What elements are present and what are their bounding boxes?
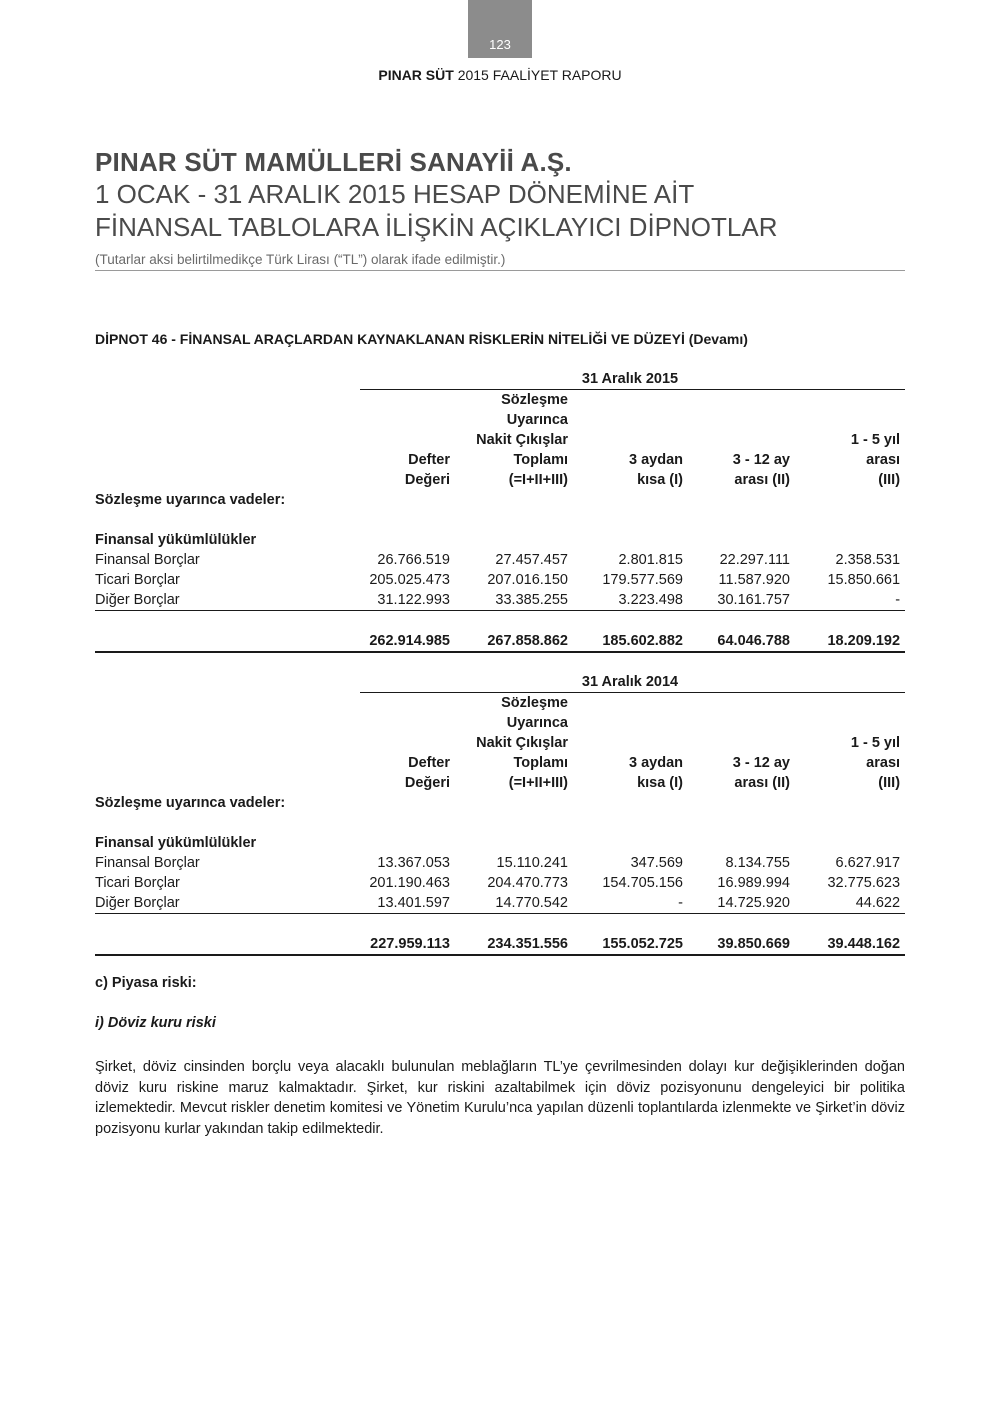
page-number-tab — [468, 0, 532, 58]
column-header-3-12-months — [688, 713, 795, 733]
cell-1-5-years: 44.622 — [795, 893, 905, 914]
spacer-row — [95, 914, 905, 935]
column-header-carrying-value — [360, 733, 455, 753]
table-row — [95, 550, 905, 570]
total-under-3-months: 155.052.725 — [573, 934, 688, 955]
column-header-carrying-value: Defter — [408, 755, 450, 771]
spacer-row — [95, 510, 905, 530]
cell-contract-outflows: 204.470.773 — [487, 875, 568, 891]
cell-carrying-value: 201.190.463 — [369, 875, 450, 891]
column-header-contract-outflows: Sözleşme — [501, 392, 568, 408]
column-header-contract-outflows: Uyarınca — [506, 715, 568, 731]
company-title: PINAR SÜT MAMÜLLERİ SANAYİİ A.Ş. — [95, 147, 572, 177]
cell-1-5-years: 15.850.661 — [827, 572, 901, 588]
column-header-under-3-months — [573, 733, 688, 753]
column-header-1-5-years — [795, 410, 905, 430]
group-label: Finansal yükümlülükler — [95, 835, 257, 851]
cell-under-3-months: 2.801.815 — [618, 552, 683, 568]
column-headers — [95, 390, 905, 491]
page-number: 123 — [489, 37, 511, 52]
row-name: Diğer Borçlar — [95, 893, 360, 914]
header-line — [95, 410, 905, 430]
column-header-contract-outflows: Nakit Çıkışlar — [476, 735, 568, 751]
total-contract-outflows: 234.351.556 — [455, 934, 573, 955]
cell-3-12-months: 22.297.111 — [719, 552, 790, 568]
cell-carrying-value: 13.367.053 — [377, 855, 450, 871]
column-header-under-3-months — [573, 410, 688, 430]
spacer-row — [95, 813, 905, 833]
column-header-3-12-months: 3 - 12 ay — [732, 755, 790, 771]
period-row — [95, 369, 905, 390]
cell-1-5-years: - — [795, 590, 905, 611]
cell-1-5-years: 32.775.623 — [827, 875, 901, 891]
row-name: Diğer Borçlar — [95, 590, 360, 611]
period-label: 31 Aralık 2014 — [360, 672, 905, 693]
column-header-contract-outflows: (=I+II+III) — [508, 472, 568, 488]
total-contract-outflows: 267.858.862 — [455, 631, 573, 652]
group-label-row — [95, 530, 905, 550]
data-rows — [95, 853, 905, 914]
title-block — [95, 146, 905, 271]
column-headers — [95, 693, 905, 794]
column-header-contract-outflows: (=I+II+III) — [508, 775, 568, 791]
column-header-carrying-value — [360, 693, 455, 714]
group-label-row — [95, 833, 905, 853]
column-header-3-12-months — [688, 410, 795, 430]
header-line — [95, 753, 905, 773]
cell-1-5-years: 2.358.531 — [835, 552, 901, 568]
header-line — [95, 390, 905, 411]
total-3-12-months: 64.046.788 — [688, 631, 795, 652]
column-header-1-5-years — [795, 693, 905, 714]
column-header-contract-outflows: Nakit Çıkışlar — [476, 432, 568, 448]
period-title: 1 OCAK - 31 ARALIK 2015 HESAP DÖNEMİNE AİT — [95, 179, 695, 209]
total-carrying-value: 227.959.113 — [360, 934, 455, 955]
column-header-under-3-months — [573, 390, 688, 411]
fx-risk-paragraph: Şirket, döviz cinsinden borçlu veya alacaklı bulunulan meblağların TL’ye çevrilmesinden dolayı kur değişiklerinden doğan döviz kuru riskine maruz kalmaktadır. Şirket, kur riskini azaltabilmek için döviz pozisyonunu dengeleyici bir politika izlemektedir. Mevcut riskler denetim komitesi ve Yönetim Kurulu’nca yapılan düzenli toplantılarda izlenmekte ve Şirket’in döviz pozisyonu kurlar yakından takip edilmektedir. — [95, 1059, 905, 1137]
cell-carrying-value: 26.766.519 — [377, 552, 450, 568]
row-label: Sözleşme uyarınca vadeler: — [95, 795, 286, 811]
cell-3-12-months: 8.134.755 — [725, 855, 790, 871]
cell-contract-outflows: 207.016.150 — [487, 572, 568, 588]
group-label: Finansal yükümlülükler — [95, 532, 257, 548]
table-row — [95, 873, 905, 893]
column-header-1-5-years: (III) — [878, 775, 901, 791]
table-row — [95, 570, 905, 590]
currency-subtitle: (Tutarlar aksi belirtilmedikçe Türk Lirası (“TL”) olarak ifade edilmiştir.) — [95, 252, 905, 271]
column-header-contract-outflows: Sözleşme — [501, 695, 568, 711]
cell-under-3-months: - — [573, 893, 688, 914]
period-row — [95, 672, 905, 693]
column-header-3-12-months — [688, 693, 795, 714]
column-header-1-5-years — [795, 713, 905, 733]
total-row — [95, 934, 905, 955]
column-header-1-5-years: 1 - 5 yıl — [850, 432, 901, 448]
cell-under-3-months: 179.577.569 — [602, 572, 683, 588]
cell-contract-outflows: 27.457.457 — [495, 552, 568, 568]
row-label: Sözleşme uyarınca vadeler: — [95, 492, 286, 508]
column-header-carrying-value: Defter — [408, 452, 450, 468]
column-header-under-3-months: kısa (I) — [637, 775, 683, 791]
total-1-5-years: 18.209.192 — [795, 631, 905, 652]
total-carrying-value: 262.914.985 — [360, 631, 455, 652]
total-under-3-months: 185.602.882 — [573, 631, 688, 652]
header-line — [95, 733, 905, 753]
column-header-1-5-years: 1 - 5 yıl — [850, 735, 901, 751]
header-line — [95, 773, 905, 793]
section-fx-risk: i) Döviz kuru riski — [95, 1015, 216, 1031]
column-header-1-5-years: arası — [866, 452, 901, 468]
table-row — [95, 893, 905, 914]
report-header — [0, 67, 1000, 83]
column-header-under-3-months — [573, 430, 688, 450]
column-header-carrying-value: Değeri — [404, 472, 450, 488]
cell-under-3-months: 347.569 — [630, 855, 683, 871]
cell-under-3-months: 154.705.156 — [602, 875, 683, 891]
row-name: Finansal Borçlar — [95, 552, 200, 568]
column-header-contract-outflows: Uyarınca — [506, 412, 568, 428]
report-header-rest: 2015 FAALİYET RAPORU — [453, 67, 622, 83]
column-header-3-12-months: arası (II) — [734, 472, 790, 488]
column-header-under-3-months — [573, 713, 688, 733]
cell-3-12-months: 16.989.994 — [717, 875, 790, 891]
row-name: Ticari Borçlar — [95, 572, 180, 588]
table-row — [95, 590, 905, 611]
column-header-under-3-months: 3 aydan — [629, 452, 683, 468]
column-header-carrying-value — [360, 410, 455, 430]
total-1-5-years: 39.448.162 — [795, 934, 905, 955]
cell-3-12-months: 14.725.920 — [688, 893, 795, 914]
note-heading-suffix: (Devamı) — [684, 331, 748, 347]
column-header-3-12-months — [688, 733, 795, 753]
column-header-under-3-months: 3 aydan — [629, 755, 683, 771]
row-name: Finansal Borçlar — [95, 855, 200, 871]
column-header-3-12-months — [688, 430, 795, 450]
column-header-3-12-months — [688, 390, 795, 411]
header-line — [95, 713, 905, 733]
column-header-1-5-years — [795, 390, 905, 411]
report-header-brand: PINAR SÜT — [378, 67, 454, 83]
cell-carrying-value: 31.122.993 — [360, 590, 455, 611]
cell-contract-outflows: 14.770.542 — [455, 893, 573, 914]
column-header-1-5-years: (III) — [878, 472, 901, 488]
liabilities-table-2014 — [95, 672, 905, 956]
column-header-3-12-months: arası (II) — [734, 775, 790, 791]
cell-1-5-years: 6.627.917 — [835, 855, 901, 871]
column-header-carrying-value: Değeri — [404, 775, 450, 791]
period-label: 31 Aralık 2015 — [360, 369, 905, 390]
section-market-risk: c) Piyasa riski: — [95, 975, 197, 991]
cell-3-12-months: 30.161.757 — [688, 590, 795, 611]
spacer-row — [95, 611, 905, 632]
cell-under-3-months: 3.223.498 — [573, 590, 688, 611]
liabilities-table-2015 — [95, 369, 905, 653]
note-heading — [95, 331, 748, 347]
cell-carrying-value: 13.401.597 — [360, 893, 455, 914]
column-header-contract-outflows: Toplamı — [513, 755, 568, 771]
column-header-1-5-years: arası — [866, 755, 901, 771]
header-line — [95, 470, 905, 490]
header-line — [95, 450, 905, 470]
cell-3-12-months: 11.587.920 — [718, 572, 790, 588]
header-line — [95, 693, 905, 714]
column-header-carrying-value — [360, 390, 455, 411]
cell-contract-outflows: 33.385.255 — [455, 590, 573, 611]
note-heading-main: DİPNOT 46 - FİNANSAL ARAÇLARDAN KAYNAKLANAN RİSKLERİN NİTELİĞİ VE DÜZEYİ — [95, 331, 685, 347]
column-header-carrying-value — [360, 713, 455, 733]
column-header-3-12-months: 3 - 12 ay — [732, 452, 790, 468]
column-header-under-3-months — [573, 693, 688, 714]
column-header-carrying-value — [360, 430, 455, 450]
cell-carrying-value: 205.025.473 — [369, 572, 450, 588]
row-name: Ticari Borçlar — [95, 875, 180, 891]
total-3-12-months: 39.850.669 — [688, 934, 795, 955]
data-rows — [95, 550, 905, 611]
table-row — [95, 853, 905, 873]
header-line — [95, 430, 905, 450]
notes-title: FİNANSAL TABLOLARA İLİŞKİN AÇIKLAYICI DİPNOTLAR — [95, 212, 778, 242]
column-header-contract-outflows: Toplamı — [513, 452, 568, 468]
row-label-row — [95, 793, 905, 813]
column-header-under-3-months: kısa (I) — [637, 472, 683, 488]
cell-contract-outflows: 15.110.241 — [496, 855, 568, 871]
total-row — [95, 631, 905, 652]
row-label-row — [95, 490, 905, 510]
